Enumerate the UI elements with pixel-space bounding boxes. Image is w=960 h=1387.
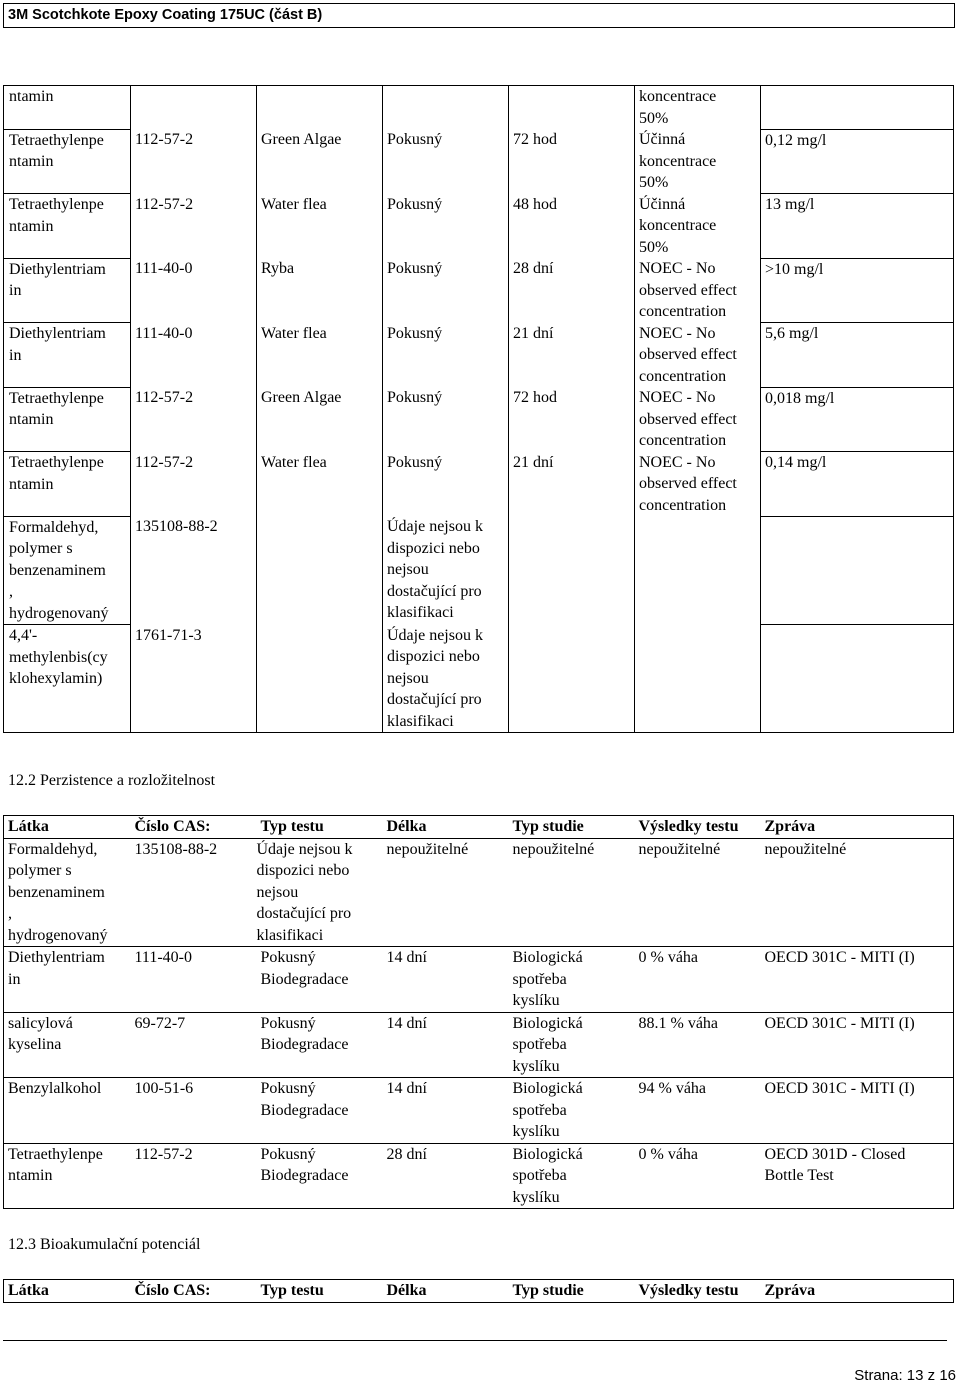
eco-cell-hodnota — [761, 516, 954, 625]
eco-cell-delka — [509, 516, 635, 625]
persistence-cell: OECD 301C - MITI (I) — [761, 947, 954, 1013]
persistence-table — [3, 815, 954, 1209]
persistence-cell: Benzylalkohol — [4, 1078, 131, 1144]
persistence-cell: OECD 301D - Closed Bottle Test — [761, 1143, 954, 1209]
eco-table-row — [4, 129, 954, 194]
eco-cell-hodnota: >10 mg/l — [761, 258, 954, 323]
eco-cell-typ: Pokusný — [383, 452, 509, 517]
persistence-cell: Biologická spotřeba kyslíku — [509, 1143, 635, 1209]
eco-cell-cas: 112-57-2 — [131, 387, 257, 452]
eco-cell-latka: Diethylentriam in — [4, 323, 131, 388]
eco-table-row — [4, 516, 954, 625]
bio-header-cell: Typ studie — [509, 1280, 635, 1303]
eco-cell-vysledek: NOEC - No observed effect concentration — [635, 387, 761, 452]
eco-cell-vysledek: Účinná koncentrace 50% — [635, 129, 761, 194]
eco-cell-organismus: Green Algae — [257, 129, 383, 194]
eco-cell-delka — [509, 86, 635, 130]
eco-cell-delka: 28 dní — [509, 258, 635, 323]
eco-cell-cas: 111-40-0 — [131, 258, 257, 323]
eco-cell-hodnota: 13 mg/l — [761, 194, 954, 259]
eco-cell-latka: Tetraethylenpe ntamin — [4, 129, 131, 194]
section-12-2-title: 12.2 Perzistence a rozložitelnost — [8, 772, 216, 789]
bio-header-cell: Typ testu — [257, 1280, 383, 1303]
persistence-cell: 0 % váha — [635, 1143, 761, 1209]
persistence-header-cell: Číslo CAS: — [131, 816, 257, 839]
persistence-cell: nepoužitelné — [761, 838, 954, 947]
eco-cell-cas: 111-40-0 — [131, 323, 257, 388]
eco-cell-typ: Pokusný — [383, 194, 509, 259]
eco-table-row — [4, 86, 954, 130]
eco-cell-cas: 112-57-2 — [131, 452, 257, 517]
eco-cell-latka: Tetraethylenpe ntamin — [4, 387, 131, 452]
persistence-header-cell: Délka — [383, 816, 509, 839]
persistence-table-row — [4, 947, 954, 1013]
persistence-cell: 28 dní — [383, 1143, 509, 1209]
persistence-cell: 0 % váha — [635, 947, 761, 1013]
eco-cell-typ: Údaje nejsou k dispozici nebo nejsou dostačující pro klasifikaci — [383, 625, 509, 733]
persistence-header-cell: Typ studie — [509, 816, 635, 839]
eco-cell-hodnota: 5,6 mg/l — [761, 323, 954, 388]
eco-cell-delka: 72 hod — [509, 387, 635, 452]
persistence-table-row — [4, 1078, 954, 1144]
eco-cell-vysledek — [635, 516, 761, 625]
persistence-cell: 94 % váha — [635, 1078, 761, 1144]
persistence-cell: Biologická spotřeba kyslíku — [509, 947, 635, 1013]
eco-cell-latka: ntamin — [4, 86, 131, 130]
persistence-cell: salicylová kyselina — [4, 1012, 131, 1078]
eco-cell-typ — [383, 86, 509, 130]
persistence-cell: Biologická spotřeba kyslíku — [509, 1078, 635, 1144]
eco-cell-latka: Formaldehyd, polymer s benzenaminem , hydrogenovaný — [4, 516, 131, 625]
persistence-table-row — [4, 838, 954, 947]
persistence-cell: 112-57-2 — [131, 1143, 257, 1209]
eco-cell-typ: Pokusný — [383, 387, 509, 452]
persistence-cell: Pokusný Biodegradace — [257, 947, 383, 1013]
persistence-cell: 111-40-0 — [131, 947, 257, 1013]
bio-header-cell: Zpráva — [761, 1280, 954, 1303]
eco-table-row — [4, 625, 954, 733]
eco-cell-vysledek: Účinná koncentrace 50% — [635, 194, 761, 259]
eco-cell-latka: Diethylentriam in — [4, 258, 131, 323]
eco-cell-typ: Pokusný — [383, 129, 509, 194]
eco-cell-hodnota: 0,018 mg/l — [761, 387, 954, 452]
eco-cell-typ: Údaje nejsou k dispozici nebo nejsou dostačující pro klasifikaci — [383, 516, 509, 625]
eco-cell-cas: 1761-71-3 — [131, 625, 257, 733]
persistence-cell: 100-51-6 — [131, 1078, 257, 1144]
persistence-cell: 14 dní — [383, 1078, 509, 1144]
eco-cell-latka: Tetraethylenpe ntamin — [4, 452, 131, 517]
eco-cell-organismus: Water flea — [257, 452, 383, 517]
eco-cell-cas — [131, 86, 257, 130]
persistence-cell: nepoužitelné — [383, 838, 509, 947]
eco-cell-cas: 112-57-2 — [131, 194, 257, 259]
persistence-table-row — [4, 1012, 954, 1078]
persistence-cell: Tetraethylenpe ntamin — [4, 1143, 131, 1209]
eco-cell-hodnota: 0,12 mg/l — [761, 129, 954, 194]
eco-cell-vysledek: koncentrace 50% — [635, 86, 761, 130]
bio-header-cell: Výsledky testu — [635, 1280, 761, 1303]
eco-table-row — [4, 323, 954, 388]
persistence-table-row — [4, 1143, 954, 1209]
persistence-cell: 69-72-7 — [131, 1012, 257, 1078]
eco-cell-organismus: Water flea — [257, 323, 383, 388]
eco-cell-organismus: Green Algae — [257, 387, 383, 452]
persistence-cell: nepoužitelné — [509, 838, 635, 947]
persistence-cell: Diethylentriam in — [4, 947, 131, 1013]
persistence-cell: OECD 301C - MITI (I) — [761, 1078, 954, 1144]
eco-cell-organismus: Ryba — [257, 258, 383, 323]
eco-cell-organismus — [257, 625, 383, 733]
persistence-header-cell: Látka — [4, 816, 131, 839]
footer-divider — [3, 1340, 947, 1341]
persistence-header-cell: Výsledky testu — [635, 816, 761, 839]
eco-cell-organismus: Water flea — [257, 194, 383, 259]
eco-cell-cas: 135108-88-2 — [131, 516, 257, 625]
persistence-cell: 14 dní — [383, 947, 509, 1013]
persistence-cell: Pokusný Biodegradace — [257, 1078, 383, 1144]
eco-cell-cas: 112-57-2 — [131, 129, 257, 194]
persistence-header-cell: Typ testu — [257, 816, 383, 839]
page-number: Strana: 13 z 16 — [854, 1367, 956, 1384]
eco-cell-delka: 21 dní — [509, 452, 635, 517]
persistence-cell: Pokusný Biodegradace — [257, 1012, 383, 1078]
persistence-cell: 88.1 % váha — [635, 1012, 761, 1078]
eco-cell-delka: 21 dní — [509, 323, 635, 388]
eco-cell-typ: Pokusný — [383, 258, 509, 323]
eco-cell-organismus — [257, 86, 383, 130]
eco-cell-vysledek — [635, 625, 761, 733]
eco-cell-vysledek: NOEC - No observed effect concentration — [635, 258, 761, 323]
persistence-cell: 135108-88-2 — [131, 838, 257, 947]
persistence-cell: Pokusný Biodegradace — [257, 1143, 383, 1209]
eco-cell-organismus — [257, 516, 383, 625]
eco-cell-typ: Pokusný — [383, 323, 509, 388]
eco-table-row — [4, 194, 954, 259]
bioaccumulation-table — [3, 1279, 954, 1303]
section-12-3-title: 12.3 Bioakumulační potenciál — [8, 1236, 201, 1253]
persistence-header-cell: Zpráva — [761, 816, 954, 839]
eco-table-row — [4, 387, 954, 452]
persistence-cell: 14 dní — [383, 1012, 509, 1078]
eco-cell-delka: 48 hod — [509, 194, 635, 259]
bio-header-cell: Délka — [383, 1280, 509, 1303]
eco-cell-hodnota — [761, 86, 954, 130]
eco-cell-vysledek: NOEC - No observed effect concentration — [635, 323, 761, 388]
eco-cell-vysledek: NOEC - No observed effect concentration — [635, 452, 761, 517]
persistence-cell: OECD 301C - MITI (I) — [761, 1012, 954, 1078]
document-header — [3, 3, 955, 28]
bio-header-cell: Látka — [4, 1280, 131, 1303]
eco-cell-delka — [509, 625, 635, 733]
persistence-cell: nepoužitelné — [635, 838, 761, 947]
eco-table-row — [4, 258, 954, 323]
persistence-cell: Biologická spotřeba kyslíku — [509, 1012, 635, 1078]
persistence-cell: Formaldehyd, polymer s benzenaminem , hydrogenovaný — [4, 838, 131, 947]
eco-cell-hodnota — [761, 625, 954, 733]
ecotoxicity-table — [3, 85, 954, 733]
bio-header-cell: Číslo CAS: — [131, 1280, 257, 1303]
document-title: 3M Scotchkote Epoxy Coating 175UC (část B) — [8, 7, 323, 23]
eco-cell-latka: 4,4'- methylenbis(cy klohexylamin) — [4, 625, 131, 733]
persistence-cell: Údaje nejsou k dispozici nebo nejsou dostačující pro klasifikaci — [257, 838, 383, 947]
eco-table-row — [4, 452, 954, 517]
eco-cell-hodnota: 0,14 mg/l — [761, 452, 954, 517]
eco-cell-delka: 72 hod — [509, 129, 635, 194]
eco-cell-latka: Tetraethylenpe ntamin — [4, 194, 131, 259]
